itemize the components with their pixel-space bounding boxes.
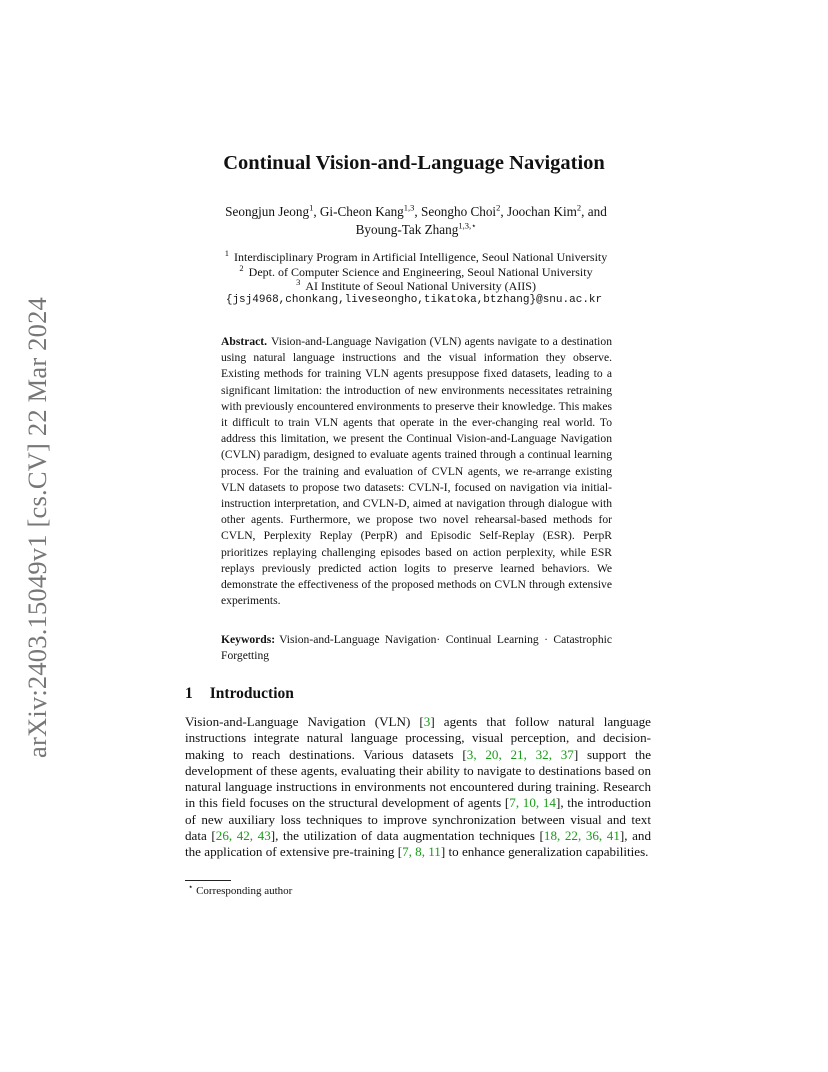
- body-text-run: ], the utilization of data augmentation techniques [: [270, 828, 544, 844]
- footnote: [188, 881, 293, 897]
- citation-link[interactable]: 3, 20, 21, 32, 37: [466, 746, 574, 762]
- arxiv-identifier-stamp: arXiv:2403.15049v1 [cs.CV] 22 Mar 2024: [22, 297, 52, 758]
- paper-title: Continual Vision-and-Language Navigation: [223, 152, 605, 174]
- abstract-label: Abstract.: [221, 335, 268, 348]
- citation-link[interactable]: 7, 10, 14: [509, 795, 556, 811]
- author-conjunction: and: [587, 204, 607, 219]
- author-name: Byoung-Tak Zhang: [355, 222, 459, 237]
- body-text-run: Vision-and-Language Navigation (VLN) [: [185, 714, 424, 729]
- author-name: Gi-Cheon Kang: [319, 204, 404, 219]
- body-text-run: ] agents that follow natural language instructions integrate natural language processing, visual perception, and decision-making to reach destinations. Various datasets [: [185, 714, 651, 762]
- citation-link[interactable]: 18, 22, 36, 41: [543, 828, 620, 844]
- affiliation-text: Dept. of Computer Science and Engineering, Seoul National University: [248, 265, 593, 279]
- abstract: [221, 334, 612, 609]
- author-list: Seongjun Jeong$^1$, Gi-Cheon Kang$^{1,3}$, Seongho Choi$^2$, Joochan Kim$^2$, and Byoung-Tak Zhang$^{1,3,⋆}$: [225, 202, 607, 237]
- citation-link[interactable]: 26, 42, 43: [215, 828, 271, 844]
- author-affiliation-mark: 1,3: [403, 202, 415, 213]
- affiliation-mark: 2: [239, 263, 244, 273]
- affiliation-mark: 1: [224, 248, 229, 258]
- section-title: Introduction: [209, 685, 294, 702]
- author-name: Seongho Choi: [421, 204, 497, 219]
- citation-link[interactable]: 7, 8, 11: [402, 844, 441, 860]
- keywords-text: Vision-and-Language Navigation· Continual Learning · Catastrophic Forgetting: [221, 633, 612, 663]
- keywords: [221, 632, 612, 664]
- affiliation-mark: 3: [296, 277, 301, 287]
- affiliation-line: [170, 279, 662, 294]
- footnote-mark: ⋆: [188, 881, 194, 892]
- author-name: Joochan Kim: [506, 204, 577, 219]
- affiliation-text: AI Institute of Seoul National University (AIIS): [305, 279, 536, 293]
- keywords-label: Keywords:: [221, 633, 276, 646]
- body-text-run: ] to enhance generalization capabilities.: [440, 844, 649, 860]
- author-affiliation-mark: 2: [576, 202, 582, 213]
- abstract-text: Vision-and-Language Navigation (VLN) agents navigate to a destination using natural language instructions and the visual information they observe. Existing methods for training VLN agents presuppose fixed datasets, leading to a significant limitation: the introduction of new environments necessitates retraining with previously encountered environments to preserve their knowledge. This makes it difficult to train VLN agents that operate in the ever-changing real world. To address this limitation, we present the Continual Vision-and-Language Navigation (CVLN) paradigm, designed to evaluate agents trained through a continual learning process. For the training and evaluation of CVLN agents, we re-arrange existing VLN datasets to propose two datasets: CVLN-I, focused on navigation via initial-instruction interpretation, and CVLN-D, aimed at navigation through dialogue with other agents. Furthermore, we propose two novel rehearsal-based methods for CVLN, Perplexity Replay (PerpR) and Episodic Self-Replay (ESR). PerpR prioritizes replaying challenging episodes based on action perplexity, while ESR replays previously predicted action logits to preserve learned behaviors. We demonstrate the effectiveness of the proposed methods on CVLN through extensive experiments.: [221, 335, 612, 608]
- author-name: Seongjun Jeong: [225, 204, 310, 219]
- author-affiliation-mark: 1: [309, 202, 314, 213]
- affiliation-text: Interdisciplinary Program in Artificial Intelligence, Seoul National University: [234, 250, 608, 264]
- section-heading: [185, 685, 294, 703]
- author-affiliation-mark: 2: [496, 202, 501, 213]
- body-text-run: ], and the application of extensive pre-training [: [185, 828, 651, 860]
- affiliation-line: [170, 265, 662, 280]
- body-text-run: ], the introduction of new auxiliary loss techniques to improve synchronization between visual and text data [: [185, 795, 651, 844]
- author-emails: {jsj4968,chonkang,liveseongho,tikatoka,btzhang}@snu.ac.kr: [225, 294, 603, 306]
- footnote-text: Corresponding author: [196, 885, 293, 897]
- introduction-paragraph: [185, 714, 651, 861]
- citation-link[interactable]: 3: [423, 714, 431, 729]
- section-number: 1: [185, 685, 193, 702]
- body-text-run: ] support the development of these agents, evaluating their ability to navigate to destinations based on natural language instructions in environments not encountered during training. Research in this field focuses on the structural development of agents [: [185, 746, 652, 811]
- author-affiliation-mark: 1,3,⋆: [458, 220, 477, 231]
